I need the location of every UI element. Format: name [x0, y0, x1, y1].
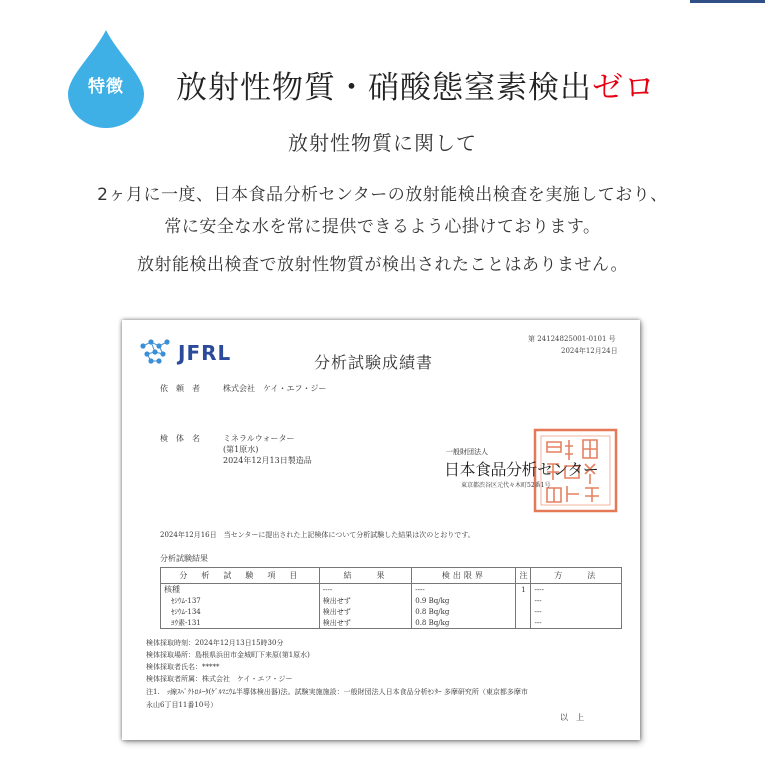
jfrl-logo-icon [139, 338, 175, 366]
org-type: 一般財団法人 [446, 448, 488, 456]
sample-label: 検 体 名 [160, 434, 200, 443]
column-header: 方 法 [531, 568, 622, 584]
feature-badge-label: 特徴 [88, 77, 124, 97]
sample-source: (第1原水) [223, 445, 259, 454]
sample-name: ミネラルウォーター [223, 434, 295, 443]
body-line: 常に安全な水を常に提供できるよう心掛けております。 [164, 217, 601, 237]
document-date: 2024年12月24日 [561, 347, 618, 355]
statement: 2024年12月16日 当センターに提出された上記検体について分析試験した結果は次のとおりです。 [160, 531, 475, 539]
table-cell: ---- [319, 584, 411, 596]
note-line: 注1. ｯ線ｽﾍﾟｸﾄﾛﾒｰﾀ(ｹﾞﾙﾏﾆｳﾑ半導体検出器)法。試験実施施設：一般財団法人日本食品分析ｾﾝﾀｰ 多摩研究所（東京都多摩市 [146, 688, 528, 696]
table-cell: 0.8 Bq/kg [412, 606, 516, 617]
table-header-row [161, 568, 622, 584]
analysis-certificate [122, 320, 640, 740]
requester-label: 依 頼 者 [160, 384, 200, 393]
title-accent: ゼロ [592, 70, 656, 106]
table-row [161, 595, 622, 606]
column-header: 分 析 試 験 項 目 [161, 568, 320, 584]
table-row [161, 617, 622, 629]
table-cell: 検出せず [319, 606, 411, 617]
requester-value: 株式会社 ケイ・エフ・ジー [223, 384, 327, 393]
table-cell: 核種 [161, 584, 320, 596]
table-cell: 検出せず [319, 595, 411, 606]
body-line: 2ヶ月に一度、日本食品分析センターの放射能検出検査を実施しており、 [97, 185, 668, 205]
jfrl-logo-text: JFRL [178, 341, 232, 365]
org-address: 東京都渋谷区元代々木町52番1号 [461, 482, 551, 489]
table-cell [516, 595, 531, 606]
certificate-title: 分析試験成績書 [314, 353, 434, 372]
table-cell [516, 617, 531, 629]
page-title [176, 62, 656, 107]
note-line: 検体採取者所属：株式会社 ケイ・エフ・ジー [146, 675, 293, 683]
column-header: 注 [516, 568, 531, 584]
results-heading: 分析試験結果 [160, 554, 208, 563]
document-number: 第 24124825001-0101 号 [528, 335, 616, 343]
table-cell: ｾｼｳﾑ-134 [161, 606, 320, 617]
table-cell: --- [531, 606, 622, 617]
table-cell [516, 606, 531, 617]
column-header: 結 果 [319, 568, 411, 584]
note-line: 検体採取場所：島根県浜田市金城町下来原(第1原水) [146, 651, 310, 659]
top-accent-bar [690, 0, 765, 3]
table-cell: --- [531, 595, 622, 606]
column-header: 検出限界 [412, 568, 516, 584]
table-cell: ---- [531, 584, 622, 596]
title-main: 放射性物質・硝酸態窒素検出 [176, 70, 592, 106]
note-line: 永山6丁目11番10号） [146, 701, 218, 709]
section-subtitle: 放射性物質に関して [288, 131, 477, 155]
table-row [161, 606, 622, 617]
table-cell: 検出せず [319, 617, 411, 629]
sample-date: 2024年12月13日製造品 [223, 456, 312, 465]
table-cell: ﾖｳ素-131 [161, 617, 320, 629]
note-line: 検体採取者氏名：***** [146, 663, 220, 671]
note-line: 検体採取時刻：2024年12月13日15時30分 [146, 639, 284, 647]
table-cell: ｾｼｳﾑ-137 [161, 595, 320, 606]
body-line: 放射能検出検査で放射性物質が検出されたことはありません。 [136, 255, 629, 275]
org-name: 日本食品分析センター [444, 460, 599, 479]
table-cell: 1 [516, 584, 531, 596]
table-cell: ---- [412, 584, 516, 596]
table-cell: 0.9 Bq/kg [412, 595, 516, 606]
closing-mark: 以 上 [560, 713, 584, 722]
results-table [160, 567, 622, 629]
table-row [161, 584, 622, 596]
table-cell: 0.8 Bq/kg [412, 617, 516, 629]
table-cell: --- [531, 617, 622, 629]
